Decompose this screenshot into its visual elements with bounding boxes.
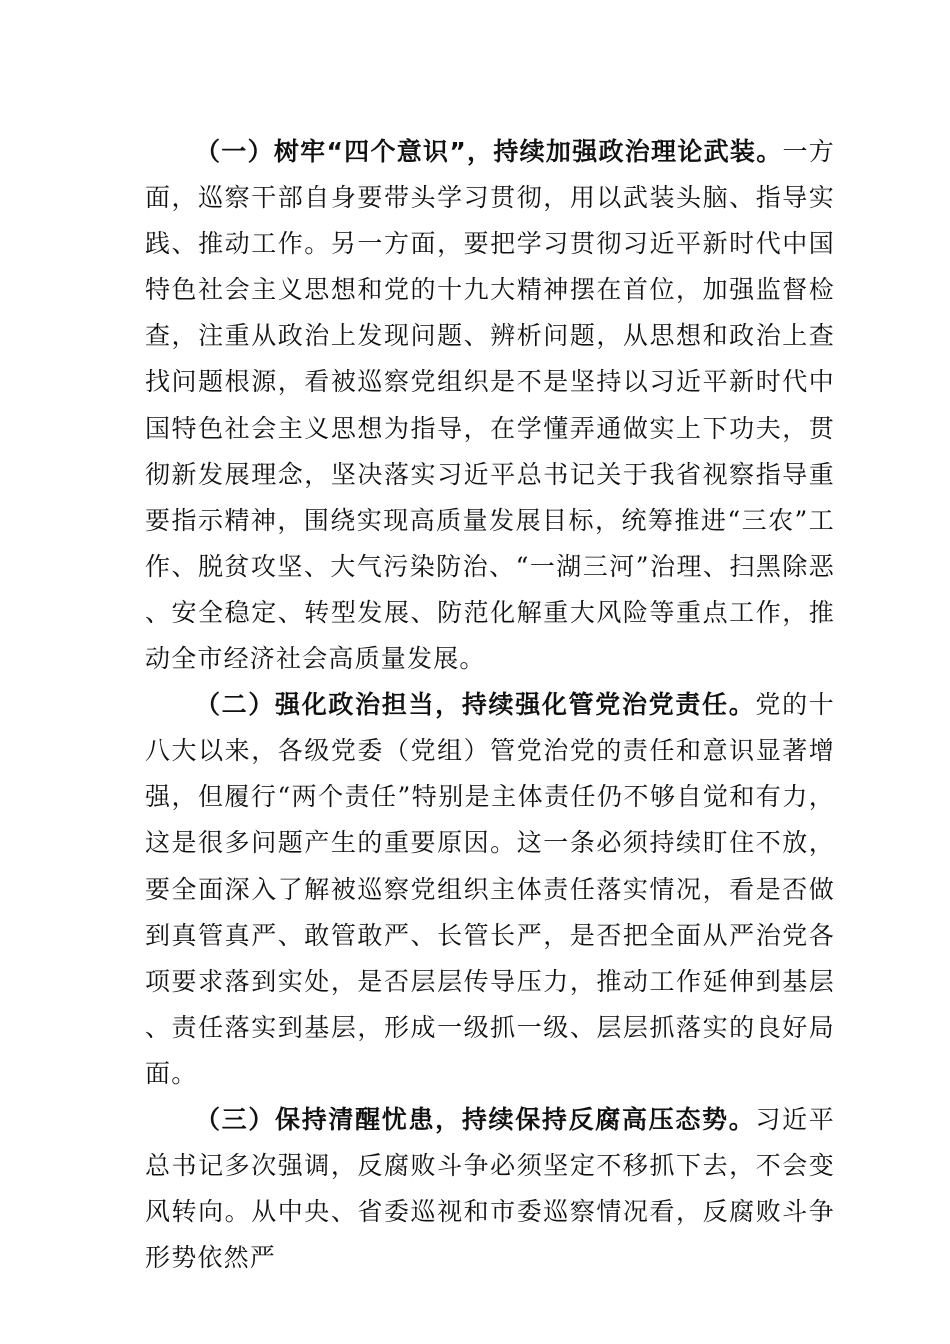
paragraph-1-heading: （一）树牢“四个意识”，持续加强政治理论武装。 [195,137,783,166]
paragraph-3 [145,1097,835,1281]
paragraph-2 [145,682,835,1097]
paragraph-1-body: 一方面，巡察干部自身要带头学习贯彻，用以武装头脑、指导实践、推动工作。另一方面，要把学习贯彻习近平新时代中国特色社会主义思想和党的十九大精神摆在首位，加强监督检查，注重从政治上发现问题、辨析问题，从思想和政治上查找问题根源，看被巡察党组织是不是坚持以习近平新时代中国特色社会主义思想为指导，在学懂弄通做实上下功夫，贯彻新发展理念，坚决落实习近平总书记关于我省视察指导重要指示精神，围绕实现高质量发展目标，统筹推进“三农”工作、脱贫攻坚、大气污染防治、“一湖三河”治理、扫黑除恶、安全稳定、转型发展、防范化解重大风险等重点工作，推动全市经济社会高质量发展。 [145,137,835,674]
document-body [145,129,835,1281]
paragraph-3-heading: （三）保持清醒忧患，持续保持反腐高压态势。 [195,1104,756,1134]
paragraph-2-body: 党的十八大以来，各级党委（党组）管党治党的责任和意识显著增强，但履行“两个责任”特别是主体责任仍不够自觉和有力，这是很多问题产生的重要原因。这一条必须持续盯住不放，要全面深入了解被巡察党组织主体责任落实情况，看是否做到真管真严、敢管敢严、长管长严，是否把全面从严治党各项要求落到实处，是否层层传导压力，推动工作延伸到基层、责任落实到基层，形成一级抓一级、层层抓落实的良好局面。 [145,690,835,1088]
paragraph-2-heading: （二）强化政治担当，持续强化管党治党责任。 [195,690,756,720]
paragraph-3-body: 习近平总书记多次强调，反腐败斗争必须坚定不移抓下去，不会变风转向。从中央、省委巡视和市委巡察情况看，反腐败斗争形势依然严 [145,1104,835,1273]
paragraph-1 [145,129,835,682]
